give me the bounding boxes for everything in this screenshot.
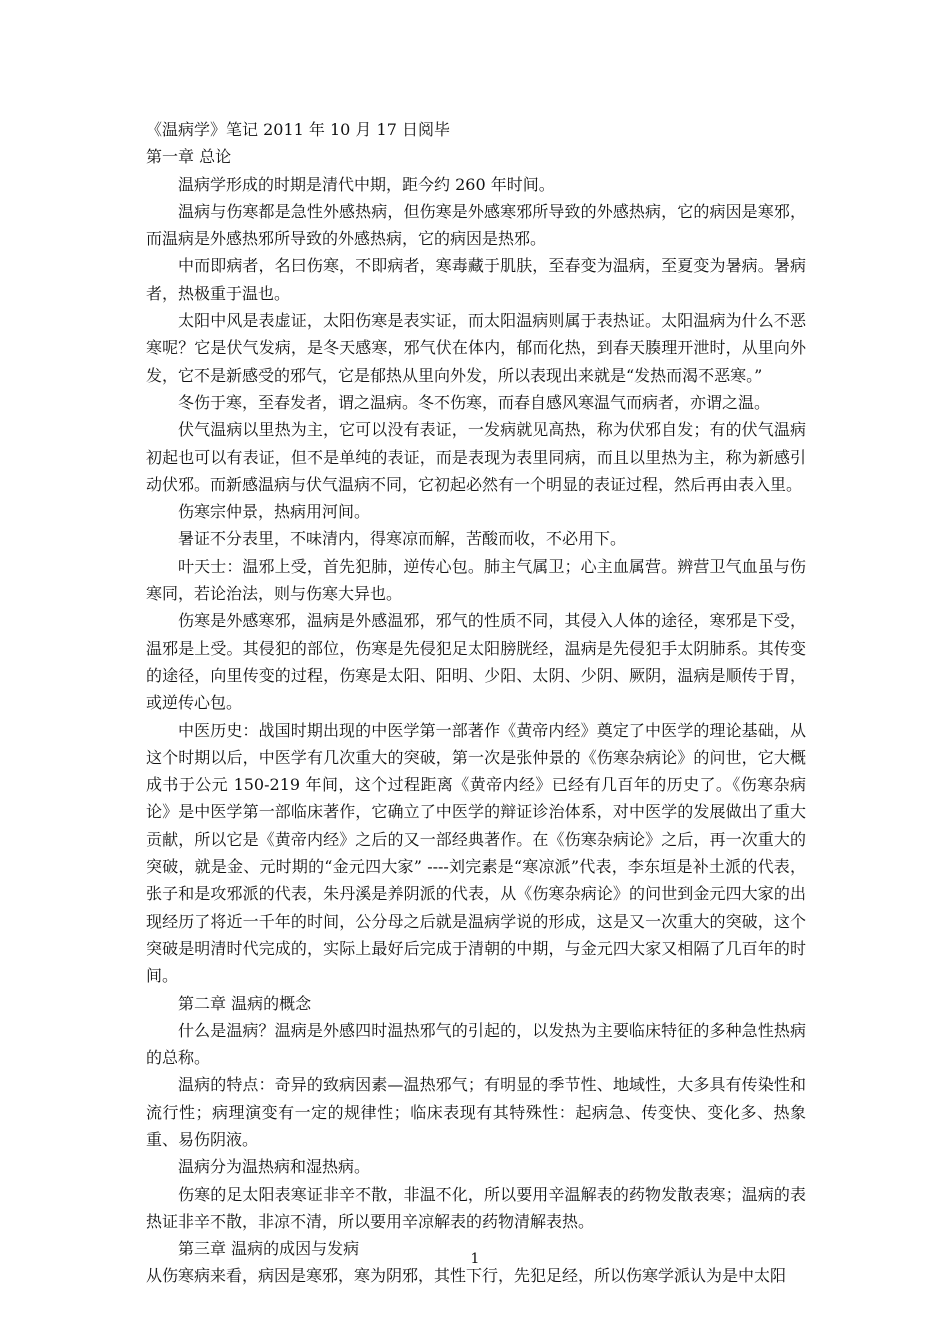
document-body [146,116,806,1290]
paragraph: 叶天士：温邪上受，首先犯肺，逆传心包。肺主气属卫；心主血属营。辨营卫气血虽与伤寒同，若论治法，则与伤寒大异也。 [146,556,806,604]
chapter-heading: 第一章 总论 [146,147,232,167]
paragraph: 温病与伤寒都是急性外感热病，但伤寒是外感寒邪所导致的外感热病，它的病因是寒邪，而温病是外感热邪所导致的外感热病，它的病因是热邪。 [146,201,806,249]
paragraph: 温病学形成的时期是清代中期，距今约 260 年时间。 [178,174,555,194]
chapter-heading: 第二章 温病的概念 [178,993,312,1013]
paragraph: 伤寒的足太阳表寒证非辛不散，非温不化，所以要用辛温解表的药物发散表寒；温病的表热证非辛不散，非凉不清，所以要用辛凉解表的药物清解表热。 [146,1184,806,1231]
paragraph: 太阳中风是表虚证，太阳伤寒是表实证，而太阳温病则属于表热证。太阳温病为什么不恶寒呢？它是伏气发病，是冬天感寒，邪气伏在体内，郁而化热，到春天腠理开泄时，从里向外发，它不是新感受的邪气，它是郁热从里向外发，所以表现出来就是“发热而渴不恶寒。” [146,311,806,385]
paragraph: 伤寒是外感寒邪，温病是外感温邪，邪气的性质不同，其侵入人体的途径，寒邪是下受，温邪是上受。其侵犯的部位，伤寒是先侵犯足太阳膀胱经，温病是先侵犯手太阴肺系。其传变的途径，向里传变的过程，伤寒是太阳、阳明、少阳、太阴、少阴、厥阴，温病是顺传于胃，或逆传心包。 [146,611,806,713]
paragraph: 温病分为温热病和湿热病。 [178,1157,371,1177]
chapter-heading: 第三章 温病的成因与发病 [178,1239,360,1259]
document-title: 《温病学》笔记 2011 年 10 月 17 日阅毕 [146,120,450,139]
paragraph: 暑证不分表里，不味清内，得寒凉而解，苦酸而收，不必用下。 [178,529,627,549]
paragraph: 伤寒宗仲景，热病用河间。 [178,502,371,522]
paragraph: 中医历史：战国时期出现的中医学第一部著作《黄帝内经》奠定了中医学的理论基础，从这个时期以后，中医学有几次重大的突破，第一次是张仲景的《伤寒杂病论》的问世，它大概成书于公元 150-219 年间，这个过程距离《黄帝内经》已经有几百年的历史了。《伤寒杂病论》是中医学第一部临床著作，它确立了中医学的辩证诊治体系，对中医学的发展做出了重大贡献，所以它是《黄帝内经》之后的又一部经典著作。在《伤寒杂病论》之后，再一次重大的突破，就是金、元时期的“金元四大家” ----刘完素是“寒凉派”代表，李东垣是补土派的代表，张子和是攻邪派的代表，朱丹溪是养阴派的代表，从《伤寒杂病论》的问世到金元四大家的出现经历了将近一千年的时间，公分母之后就是温病学说的形成，这是又一次重大的突破，这个突破是明清时代完成的，实际上最好后完成于清朝的中期，与金元四大家又相隔了几百年的时间。 [146,720,806,986]
paragraph: 从伤寒病来看，病因是寒邪，寒为阴邪，其性下行，先犯足经，所以伤寒学派认为是中太阳 [146,1266,787,1286]
paragraph: 伏气温病以里热为主，它可以没有表证，一发病就见高热，称为伏邪自发；有的伏气温病初起也可以有表证，但不是单纯的表证，而是表现为表里同病，而且以里热为主，称为新感引动伏邪。而新感温病与伏气温病不同，它初起必然有一个明显的表证过程，然后再由表入里。 [146,420,806,494]
paragraph: 冬伤于寒，至春发者，谓之温病。冬不伤寒，而春自感风寒温气而病者，亦谓之温。 [178,392,771,412]
paragraph: 温病的特点：奇异的致病因素—温热邪气；有明显的季节性、地域性，大多具有传染性和流行性；病理演变有一定的规律性；临床表现有其特殊性：起病急、传变快、变化多、热象重、易伤阴液。 [146,1075,806,1149]
paragraph: 中而即病者，名曰伤寒，不即病者，寒毒藏于肌肤，至春变为温病，至夏变为暑病。暑病者，热极重于温也。 [146,256,806,303]
page-number: 1 [470,1251,480,1267]
paragraph: 什么是温病？温病是外感四时温热邪气的引起的，以发热为主要临床特征的多种急性热病的总称。 [146,1020,806,1068]
